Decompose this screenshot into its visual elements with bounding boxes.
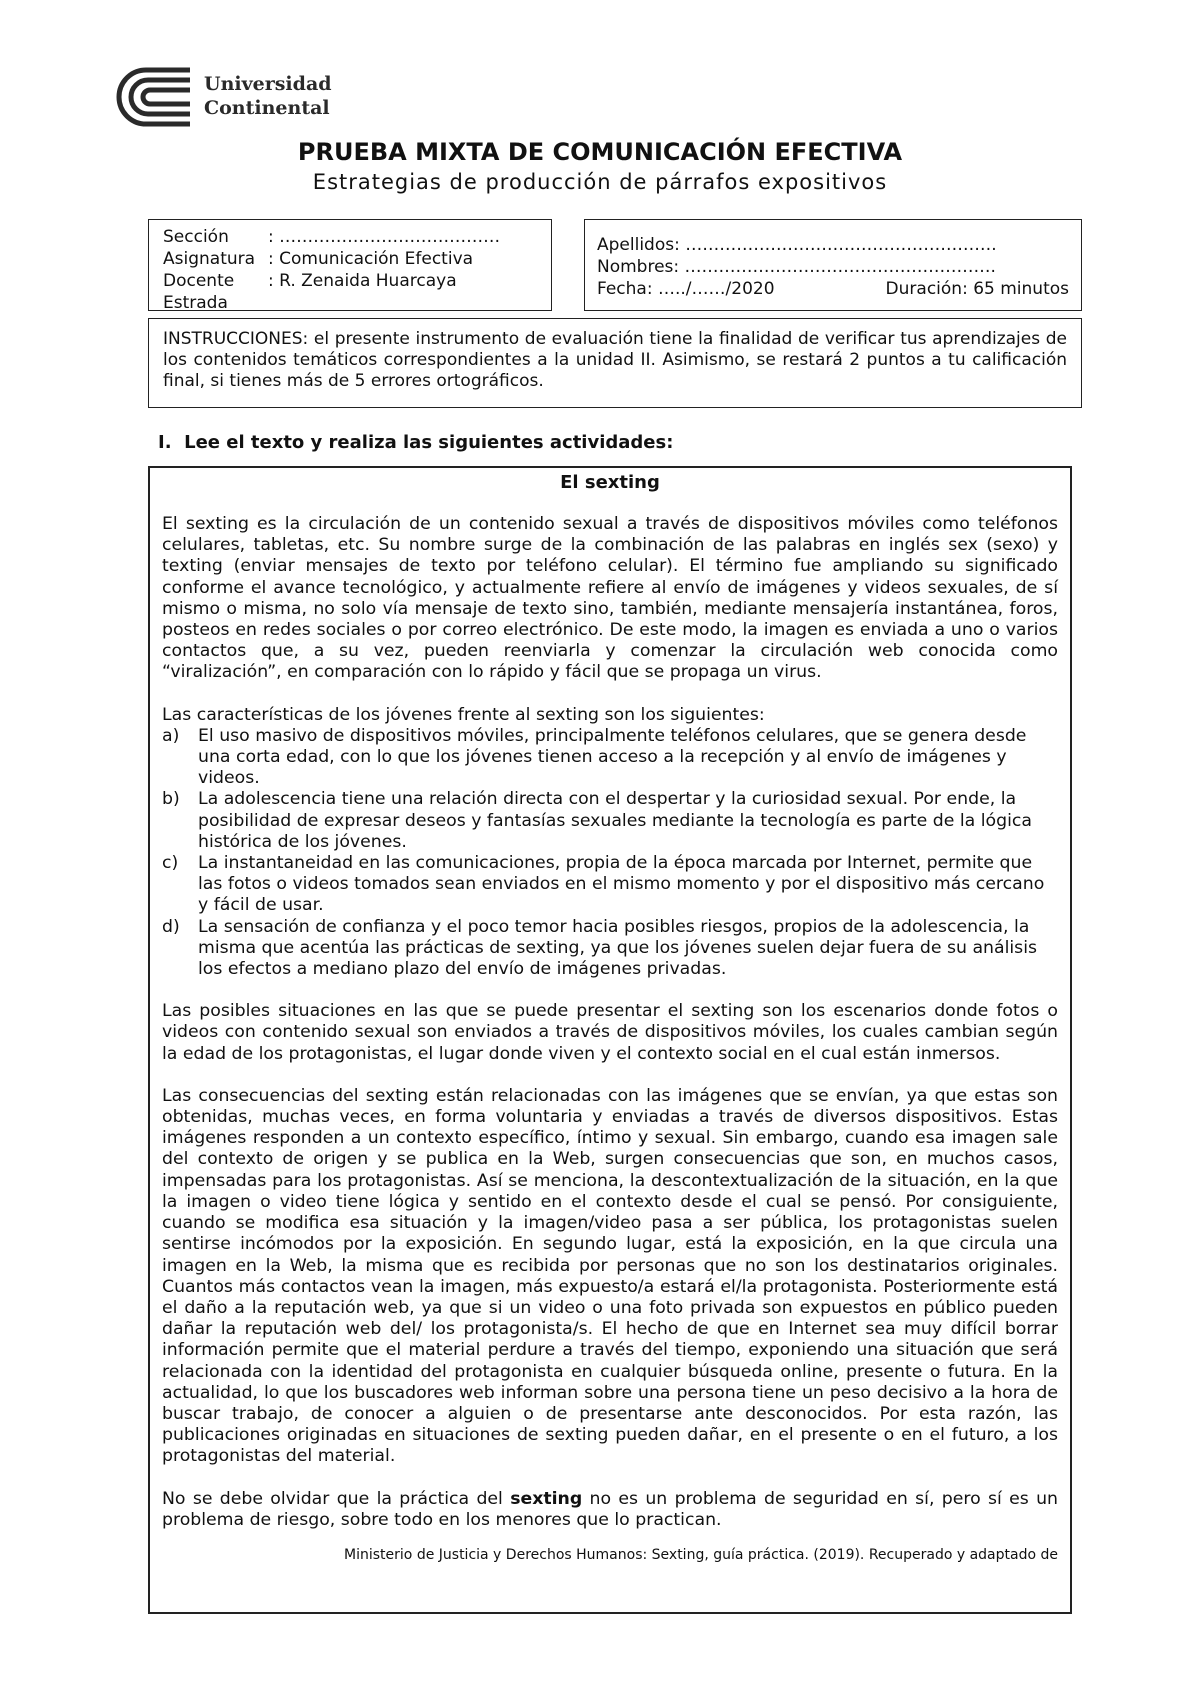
reading-title: El sexting bbox=[560, 472, 660, 493]
list-intro: Las características de los jóvenes frente al sexting son los siguientes: bbox=[162, 704, 765, 725]
university-logo bbox=[116, 66, 332, 128]
exam-subtitle: Estrategias de producción de párrafos expositivos bbox=[312, 170, 888, 194]
university-logo-icon bbox=[116, 66, 196, 128]
logo-line-2: Continental bbox=[204, 97, 330, 119]
list-item bbox=[162, 726, 1058, 790]
list-item-text: La sensación de confianza y el poco temor hacia posibles riesgos, propios de la adolescencia, la misma que acentúa las prácticas de sexting, ya que los jóvenes suelen dejar fuera de su análisis los efectos a mediano plazo del envío de imágenes privadas. bbox=[198, 916, 1037, 980]
list-item bbox=[162, 789, 1058, 853]
fecha-row bbox=[597, 278, 1069, 300]
section-heading bbox=[158, 432, 673, 453]
docente-row bbox=[163, 270, 537, 292]
apellidos-label: Apellidos bbox=[597, 235, 675, 255]
source-citation: Ministerio de Justicia y Derechos Humanos: Sexting, guía práctica. (2019). Recuperado y adaptado de bbox=[344, 1546, 1058, 1563]
apellidos-row bbox=[597, 234, 1069, 256]
course-info-box bbox=[148, 219, 552, 311]
section-title: Lee el texto y realiza las siguientes actividades: bbox=[184, 432, 674, 453]
reading-paragraph-2: Las posibles situaciones en las que se puede presentar el sexting son los escenarios donde fotos o videos con contenido sexual son enviados a través de dispositivos móviles, los cuales cambian según la edad de los protagonistas, el lugar donde viven y el contexto social en el cual están inmersos. bbox=[162, 1001, 1058, 1064]
duracion-text: Duración: 65 minutos bbox=[885, 279, 1069, 299]
list-item-mark: d) bbox=[162, 916, 180, 937]
list-item-text: La instantaneidad en las comunicaciones, propia de la época marcada por Internet, permite que las fotos o videos tomados sean enviados en el mismo momento y por el dispositivo más cercano y fácil de usar. bbox=[198, 853, 1045, 916]
section-number: I. bbox=[158, 432, 172, 453]
docente-label: Docente bbox=[163, 271, 235, 291]
seccion-label: Sección bbox=[163, 227, 229, 247]
p4-after: no es un problema de seguridad en sí, pero sí es un problema de riesgo, sobre todo en los menores que lo practican. bbox=[162, 1488, 1058, 1530]
fecha-field[interactable]: …../……/2020 bbox=[657, 279, 775, 299]
list-item bbox=[162, 917, 1058, 981]
p4-keyword: sexting bbox=[510, 1488, 583, 1509]
exam-title: PRUEBA MIXTA DE COMUNICACIÓN EFECTIVA bbox=[297, 138, 903, 166]
p4-before: No se debe olvidar que la práctica del bbox=[162, 1488, 511, 1509]
asignatura-row bbox=[163, 248, 537, 270]
nombres-field[interactable]: : ………………………………………………. bbox=[673, 257, 996, 277]
list-item-mark: a) bbox=[162, 725, 180, 746]
list-item-mark: c) bbox=[162, 853, 179, 874]
reading-box bbox=[148, 466, 1072, 1614]
apellidos-field[interactable]: : ………………………………………………. bbox=[674, 235, 997, 255]
docente-extra-row bbox=[163, 292, 537, 311]
list-item-mark: b) bbox=[162, 789, 180, 810]
docente-extra: Estrada bbox=[163, 293, 228, 311]
fecha-label: Fecha: bbox=[597, 279, 653, 299]
reading-paragraph-1: El sexting es la circulación de un contenido sexual a través de dispositivos móviles como teléfonos celulares, tabletas, etc. Su nombre surge de la combinación de las palabras en inglés sex (sexo) y texting (enviar mensajes de texto por teléfono celular). El término fue ampliando su significado conforme el avance tecnológico, y actualmente refiere al envío de imágenes y videos sexuales, de sí mismo o misma, no solo vía mensaje de texto sino, también, mediante mensajería instantánea, foros, posteos en redes sociales o por correo electrónico. De este modo, la imagen es enviada a uno o varios contactos que, a su vez, pueden reenviarla y comenzar la circulación web conocida como “viralización”, en comparación con lo rápido y fácil que se propaga un virus. bbox=[162, 514, 1058, 683]
reading-paragraph-3: Las consecuencias del sexting están relacionadas con las imágenes que se envían, ya que estas son obtenidas, muchas veces, en forma voluntaria y enviadas a través de diversos dispositivos. Estas imágenes responden a un contexto específico, íntimo y sexual. Sin embargo, cuando esa imagen sale del contexto de origen y se publica en la Web, surgen consecuencias que son, en muchos casos, impensadas para los protagonistas. Así se menciona, la descontextualización de la situación, en la que la imagen o video tiene lógica y sentido en el contexto desde el cual se pensó. Por consiguiente, cuando se modifica esa situación y la imagen/video pasa a ser pública, los protagonistas suelen sentirse incómodos por la exposición. En segundo lugar, está la exposición, en la que circula una imagen en la Web, la misma que es recibida por personas que no son los destinatarios originales. Cuantos más contactos vean la imagen, más expuesto/a estará el/la protagonista. Posteriormente está el daño a la reputación web, ya que si un video o una foto privada son expuestos en público pueden dañar la reputación web del/ los protagonista/s. El hecho de que en Internet sea muy difícil borrar información permite que el material perdure a través del tiempo, exponiendo una situación que será relacionada con la identidad del protagonista en cualquier búsqueda online, presente o futura. En la actualidad, lo que los buscadores web informan sobre una persona tiene un peso decisivo a la hora de buscar trabajo, de conocer a alguien o de presentarse ante desconocidos. Por esta razón, las publicaciones originadas en situaciones de sexting pueden dañar, en el presente o en el futuro, a los protagonistas del material. bbox=[162, 1085, 1058, 1467]
seccion-row bbox=[163, 226, 537, 248]
asignatura-label: Asignatura bbox=[163, 249, 256, 269]
logo-wordmark bbox=[204, 72, 332, 120]
reading-paragraph-4 bbox=[162, 1489, 1058, 1531]
docente-value: : R. Zenaida Huarcaya bbox=[268, 271, 457, 291]
nombres-row bbox=[597, 256, 1069, 278]
list-item bbox=[162, 853, 1058, 917]
nombres-label: Nombres bbox=[597, 257, 674, 277]
seccion-value: : ………………………………… bbox=[268, 227, 501, 247]
student-info-box bbox=[584, 219, 1082, 311]
asignatura-value: : Comunicación Efectiva bbox=[268, 249, 474, 269]
list-item-text: La adolescencia tiene una relación directa con el despertar y la curiosidad sexual. Por ende, la posibilidad de expresar deseos y fantasías sexuales mediante la tecnología es parte de la lógica histórica de los jóvenes. bbox=[198, 789, 1032, 852]
list-item-text: El uso masivo de dispositivos móviles, principalmente teléfonos celulares, que se genera desde una corta edad, con lo que los jóvenes tienen acceso a la recepción y al envío de imágenes y videos. bbox=[198, 725, 1027, 789]
instructions-box: INSTRUCCIONES: el presente instrumento de evaluación tiene la finalidad de verificar tus aprendizajes de los contenidos temáticos correspondientes a la unidad II. Asimismo, se restará 2 puntos a tu calificación final, si tienes más de 5 errores ortográficos. bbox=[148, 318, 1082, 408]
logo-line-1: Universidad bbox=[204, 73, 332, 95]
characteristics-list bbox=[162, 726, 1058, 980]
